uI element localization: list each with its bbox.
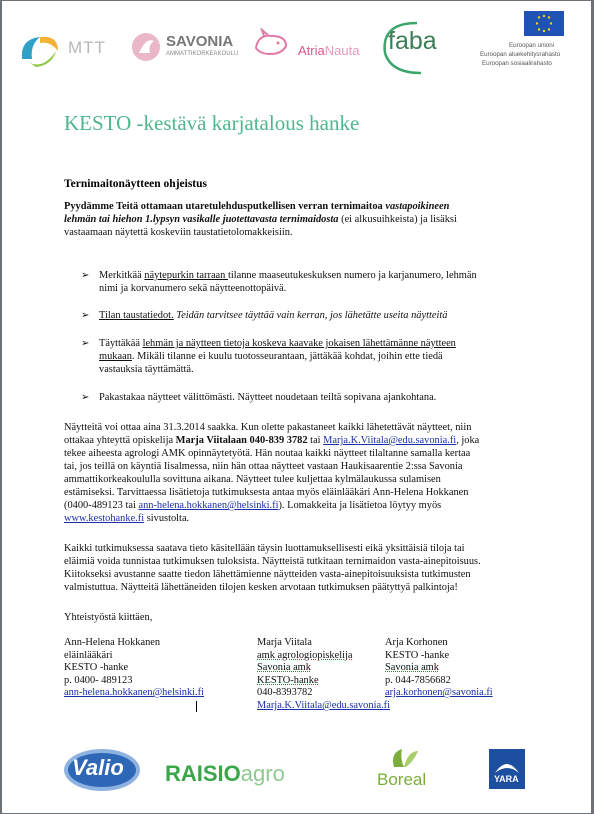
mtt-logo-text: MTT (68, 38, 106, 57)
b1-text: Merkitkää (99, 270, 145, 281)
contact-name: Marja Viitala (257, 637, 312, 648)
contact-phone: p. 0400- 489123 (64, 675, 133, 686)
p1-text-d: (0400-489123 tai (64, 500, 139, 511)
intro-line-1 (64, 201, 449, 213)
savonia-logo-text: SAVONIA (166, 33, 234, 50)
para1-line-6: estämiseksi. Tarvittaessa lisätietoja tutkimuksesta antaa myös eläinlääkäri Ann-Helena Hokkanen (64, 487, 469, 498)
para1-line-7 (64, 500, 441, 512)
bullet-arrow-icon: ➢ (81, 270, 90, 281)
contact-name: Arja Korhonen (385, 637, 448, 648)
ann-helena-email-link[interactable]: ann-helena.hokkanen@helsinki.fi (138, 500, 279, 511)
bullet-3-line-2 (99, 351, 443, 363)
contact-org: KESTO -hanke (64, 662, 129, 673)
eu-flag-icon (524, 11, 564, 36)
intro-line-2 (64, 214, 457, 226)
contact-org: Savonia amk (257, 662, 311, 673)
valio-logo-text: Valio (72, 755, 124, 780)
raisio-agro-logo (165, 761, 285, 787)
atria-nauta-logo (298, 43, 359, 58)
para1-line-1: Näytteitä voi ottaa aina 31.3.2014 saakka. Kun olette pakastaneet kaikki lähetettävät näytteet, niin (64, 422, 472, 433)
intro-line-3: vastaamaan näytettä koskeviin taustatietolomakkeisiin. (64, 227, 293, 238)
eu-text-1: Euroopan unioni (509, 42, 555, 49)
bullet-3-line-1 (99, 338, 456, 350)
section-heading: Ternimaitonäytteen ohjeistus (64, 178, 208, 190)
contact-phone: p. 044-7856682 (385, 675, 451, 686)
para1-line-4: tai, jos teillä on käyntiä Iisalmessa, niin hän ottaa näytteet vastaan Haukisaarentie 2:ssa Savonia (64, 461, 463, 472)
b1-text-b: tilanne maaseutukeskuksen numero ja karjanumero, lehmän (227, 270, 477, 281)
para1-line-5: ammattikorkeakoululla sovittuna aikana. Näytteet tulee kuljettaa kylmälaukussa sulamisen (64, 474, 441, 485)
eu-text-3: Euroopan sosiaalirahasto (482, 60, 552, 67)
p1-bold-contact: Marja Viitalaan 040-839 3782 (175, 435, 308, 446)
bullet-arrow-icon: ➢ (81, 392, 90, 403)
intro-italic: vastapoikineen (385, 201, 450, 212)
contact-role: amk agrologiopiskelija (257, 650, 353, 661)
contact-email-link[interactable]: arja.korhonen@savonia.fi (385, 687, 493, 698)
bullet-arrow-icon: ➢ (81, 310, 90, 321)
para1-line-3: tekee aiheesta agrologi AMK opinnäytetyötä. Hän noutaa kaikki näytteet tilaltanne samalla kertaa (64, 448, 471, 459)
para1-line-2 (64, 435, 479, 447)
mtt-logo-icon (16, 29, 64, 71)
contact-org: Savonia amk (385, 662, 439, 673)
document-page (2, 1, 591, 813)
bullet-2 (99, 310, 447, 322)
b3-text-b: . Mikäli tilanne ei kuulu tuotosseurantaan, jättäkää kohdat, joihin ette tiedä (131, 351, 443, 362)
b2-italic: Teidän tarvitsee täyttää vain kerran, jos lähetätte useita näytteitä (173, 310, 448, 321)
bullet-4: Pakastakaa näytteet välittömästi. Näytteet noudetaan teiltä sopivana ajankohtana. (99, 392, 437, 403)
yara-logo-text: YARA (494, 774, 519, 784)
bullet-arrow-icon: ➢ (81, 338, 90, 349)
faba-logo-text: faba (388, 27, 437, 55)
para2-line-1: Kaikki tutkimuksessa saatava tieto käsitellään täysin luottamuksellisesti eikä yksittäisiä tiloja tai (64, 543, 465, 554)
p1-text-b: tai (307, 435, 324, 446)
intro-italic-2: lehmän tai hiehon 1.lypsyn vasikalle juotettavasta ternimaidosta (64, 214, 339, 225)
eu-text-2: Euroopan aluekehitysrahasto (480, 51, 561, 58)
bullet-3-line-3: vastauksia täyttämättä. (99, 364, 194, 375)
bullet-1-line-1 (99, 270, 477, 282)
atria-logo-text: Atria (298, 43, 325, 58)
b3-underlined: lehmän ja näytteen tietoja koskeva kaavake jokaisen lähettämänne näytteen (142, 338, 456, 349)
contact-org-2: KESTO-hanke (257, 675, 319, 686)
p1-text-f: sivustolta. (144, 513, 190, 524)
nauta-logo-text: Nauta (324, 43, 360, 58)
marja-email-link[interactable]: Marja.K.Viitala@edu.savonia.fi (323, 435, 457, 446)
b3-underlined-2: mukaan (99, 351, 132, 362)
b2-underlined: Tilan taustatiedot. (99, 310, 174, 321)
p1-text: ottakaa yhteyttä opiskelija (64, 435, 176, 446)
atria-pig-icon (252, 28, 290, 58)
closing-text: Yhteistyöstä kiittäen, (64, 612, 153, 623)
document-title: KESTO -kestävä karjatalous hanke (64, 111, 360, 135)
savonia-logo-icon (130, 31, 162, 63)
raisio-logo-text: RAISIO (165, 761, 241, 786)
kestohanke-link[interactable]: www.kestohanke.fi (64, 513, 145, 524)
intro-text-2: (ei alkusuihkeista) ja lisäksi (338, 214, 457, 225)
contact-role: eläinlääkäri (64, 650, 113, 661)
contact-role: KESTO -hanke (385, 650, 450, 661)
savonia-logo-subtext: AMMATTIKORKEAKOULU (166, 51, 239, 57)
para1-line-8 (64, 513, 189, 525)
p1-text-e: ). Lomakkeita ja lisätietoa löytyy myös (278, 500, 442, 511)
b1-underlined: näytepurkin tarraan (144, 270, 228, 281)
p1-text-c: , joka (456, 435, 480, 446)
bullet-1-line-2: nimi ja korvanumero sekä näytteenottopäivä. (99, 283, 287, 294)
para2-line-3: Kiitokseksi avustanne saatte tiedon lähettämienne näytteiden vasta-ainepitoisuuksista tutkimusten (64, 569, 471, 580)
para2-line-4: valmistuttua. Näytteitä lähettäneiden tilojen kesken arvotaan tutkimuksen päätyttyä palkintoja! (64, 582, 458, 593)
contact-name: Ann-Helena Hokkanen (64, 637, 161, 648)
intro-text: Pyydämme Teitä ottamaan utaretulehdusputkellisen verran ternimaitoa (64, 201, 386, 212)
b3-text: Täyttäkää (99, 338, 143, 349)
text-cursor (196, 701, 197, 712)
boreal-logo-icon (388, 745, 420, 771)
contact-email-link[interactable]: Marja.K.Viitala@edu.savonia.fi (257, 700, 391, 711)
para2-line-2: eläimiä voida tunnistaa tutkimuksen tuloksista. Näytteistä tutkitaan ternimaidon vasta-ainepitoisuus. (64, 556, 481, 567)
contact-phone: 040-8393782 (257, 687, 313, 698)
agro-logo-text: agro (240, 761, 285, 786)
contact-email-link[interactable]: ann-helena.hokkanen@helsinki.fi (64, 687, 204, 698)
boreal-logo-text: Boreal (377, 770, 427, 789)
